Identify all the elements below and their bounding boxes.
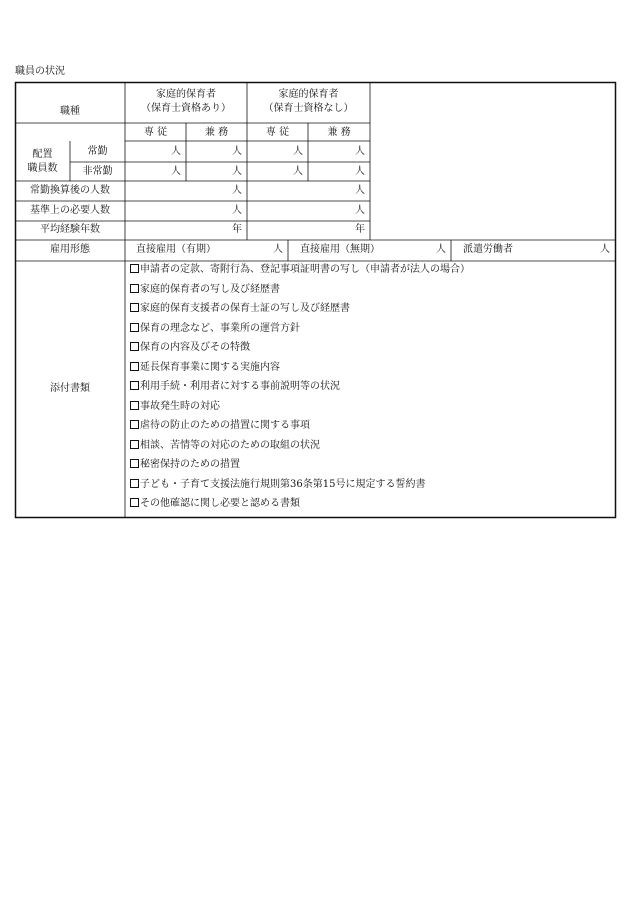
checkbox-icon[interactable] <box>130 498 139 507</box>
unit-cell: 人 <box>171 166 181 177</box>
unit-cell: 人 <box>171 146 181 157</box>
checkbox-icon[interactable] <box>130 362 139 371</box>
attachment-checkbox-item[interactable]: 保育の理念など、事業所の運営方針 <box>130 323 300 335</box>
employment-fixed-label: 直接雇用（有期） <box>136 244 216 255</box>
label-kansan: 常勤換算後の人数 <box>30 185 110 196</box>
unit-cell: 人 <box>293 166 303 177</box>
attachment-checkbox-item[interactable]: その他確認に関し必要と認める書類 <box>130 498 300 510</box>
header-kenmu-1: 兼 務 <box>204 127 229 138</box>
header-col1-line2: （保育士資格あり） <box>141 103 231 114</box>
attachment-checkbox-item[interactable]: 延長保育事業に関する実施内容 <box>130 362 280 374</box>
checkbox-icon[interactable] <box>130 440 139 449</box>
header-col2-line1: 家庭的保育者 <box>278 89 339 100</box>
header-senju-1: 専 従 <box>143 127 168 138</box>
unit-cell: 人 <box>355 205 365 216</box>
attachment-checkbox-item[interactable]: 利用手続・利用者に対する事前説明等の状況 <box>130 381 340 393</box>
header-senju-2: 専 従 <box>265 127 290 138</box>
attachment-checkbox-item[interactable]: 子ども・子育て支援法施行規則第36条第15号に規定する誓約書 <box>130 479 425 491</box>
attachments-label: 添付書類 <box>50 383 90 394</box>
employment-dispatch-label: 派遣労働者 <box>463 244 513 255</box>
checkbox-icon[interactable] <box>130 479 139 488</box>
attachment-checkbox-item[interactable]: 事故発生時の対応 <box>130 401 220 413</box>
checkbox-icon[interactable] <box>130 381 139 390</box>
unit-cell: 人 <box>355 166 365 177</box>
employment-label: 雇用形態 <box>50 244 90 255</box>
attachment-checkbox-item[interactable]: 申請者の定款、寄附行為、登記事項証明書の写し（申請者が法人の場合） <box>130 264 470 276</box>
checkbox-icon[interactable] <box>130 342 139 351</box>
attachment-checkbox-item[interactable]: 保育の内容及びその特徴 <box>130 342 250 354</box>
attachment-checkbox-item[interactable]: 家庭的保育支援者の保育士証の写し及び経歴書 <box>130 303 350 315</box>
header-kenmu-2: 兼 務 <box>327 127 351 138</box>
checkbox-icon[interactable] <box>130 284 139 293</box>
attachment-checkbox-item[interactable]: 虐待の防止のための措置に関する事項 <box>130 420 310 432</box>
label-haichi-2: 職員数 <box>27 163 58 174</box>
unit-cell: 年 <box>232 224 242 235</box>
unit-cell: 人 <box>232 205 242 216</box>
unit-cell: 人 <box>600 244 610 255</box>
employment-indefinite-label: 直接雇用（無期） <box>300 244 380 255</box>
page-title: 職員の状況 <box>15 66 65 77</box>
unit-cell: 人 <box>436 244 446 255</box>
unit-cell: 人 <box>232 166 242 177</box>
header-shokushu: 職種 <box>60 106 80 117</box>
unit-cell: 人 <box>232 146 242 157</box>
checkbox-icon[interactable] <box>130 264 139 273</box>
unit-cell: 人 <box>232 185 242 196</box>
header-col2-line2: （保育士資格なし） <box>263 103 354 114</box>
label-haichi-1: 配置 <box>32 149 53 160</box>
unit-cell: 人 <box>273 244 283 255</box>
checkbox-icon[interactable] <box>130 401 139 410</box>
attachment-checkbox-item[interactable]: 家庭的保育者の写し及び経歴書 <box>130 284 280 296</box>
unit-cell: 人 <box>355 146 365 157</box>
checkbox-icon[interactable] <box>130 303 139 312</box>
unit-cell: 年 <box>355 224 365 235</box>
attachment-checkbox-item[interactable]: 秘密保持のための措置 <box>130 459 240 471</box>
checkbox-icon[interactable] <box>130 459 139 468</box>
label-hijoukin: 非常勤 <box>82 166 113 177</box>
unit-cell: 人 <box>293 146 303 157</box>
label-kijun: 基準上の必要人数 <box>30 205 110 216</box>
unit-cell: 人 <box>355 185 365 196</box>
checkbox-icon[interactable] <box>130 323 139 332</box>
label-joukin: 常勤 <box>87 146 108 157</box>
checkbox-icon[interactable] <box>130 420 139 429</box>
attachment-checkbox-item[interactable]: 相談、苦情等の対応のための取組の状況 <box>130 440 320 452</box>
label-keiken: 平均経験年数 <box>40 224 100 235</box>
header-col1-line1: 家庭的保育者 <box>156 89 216 100</box>
